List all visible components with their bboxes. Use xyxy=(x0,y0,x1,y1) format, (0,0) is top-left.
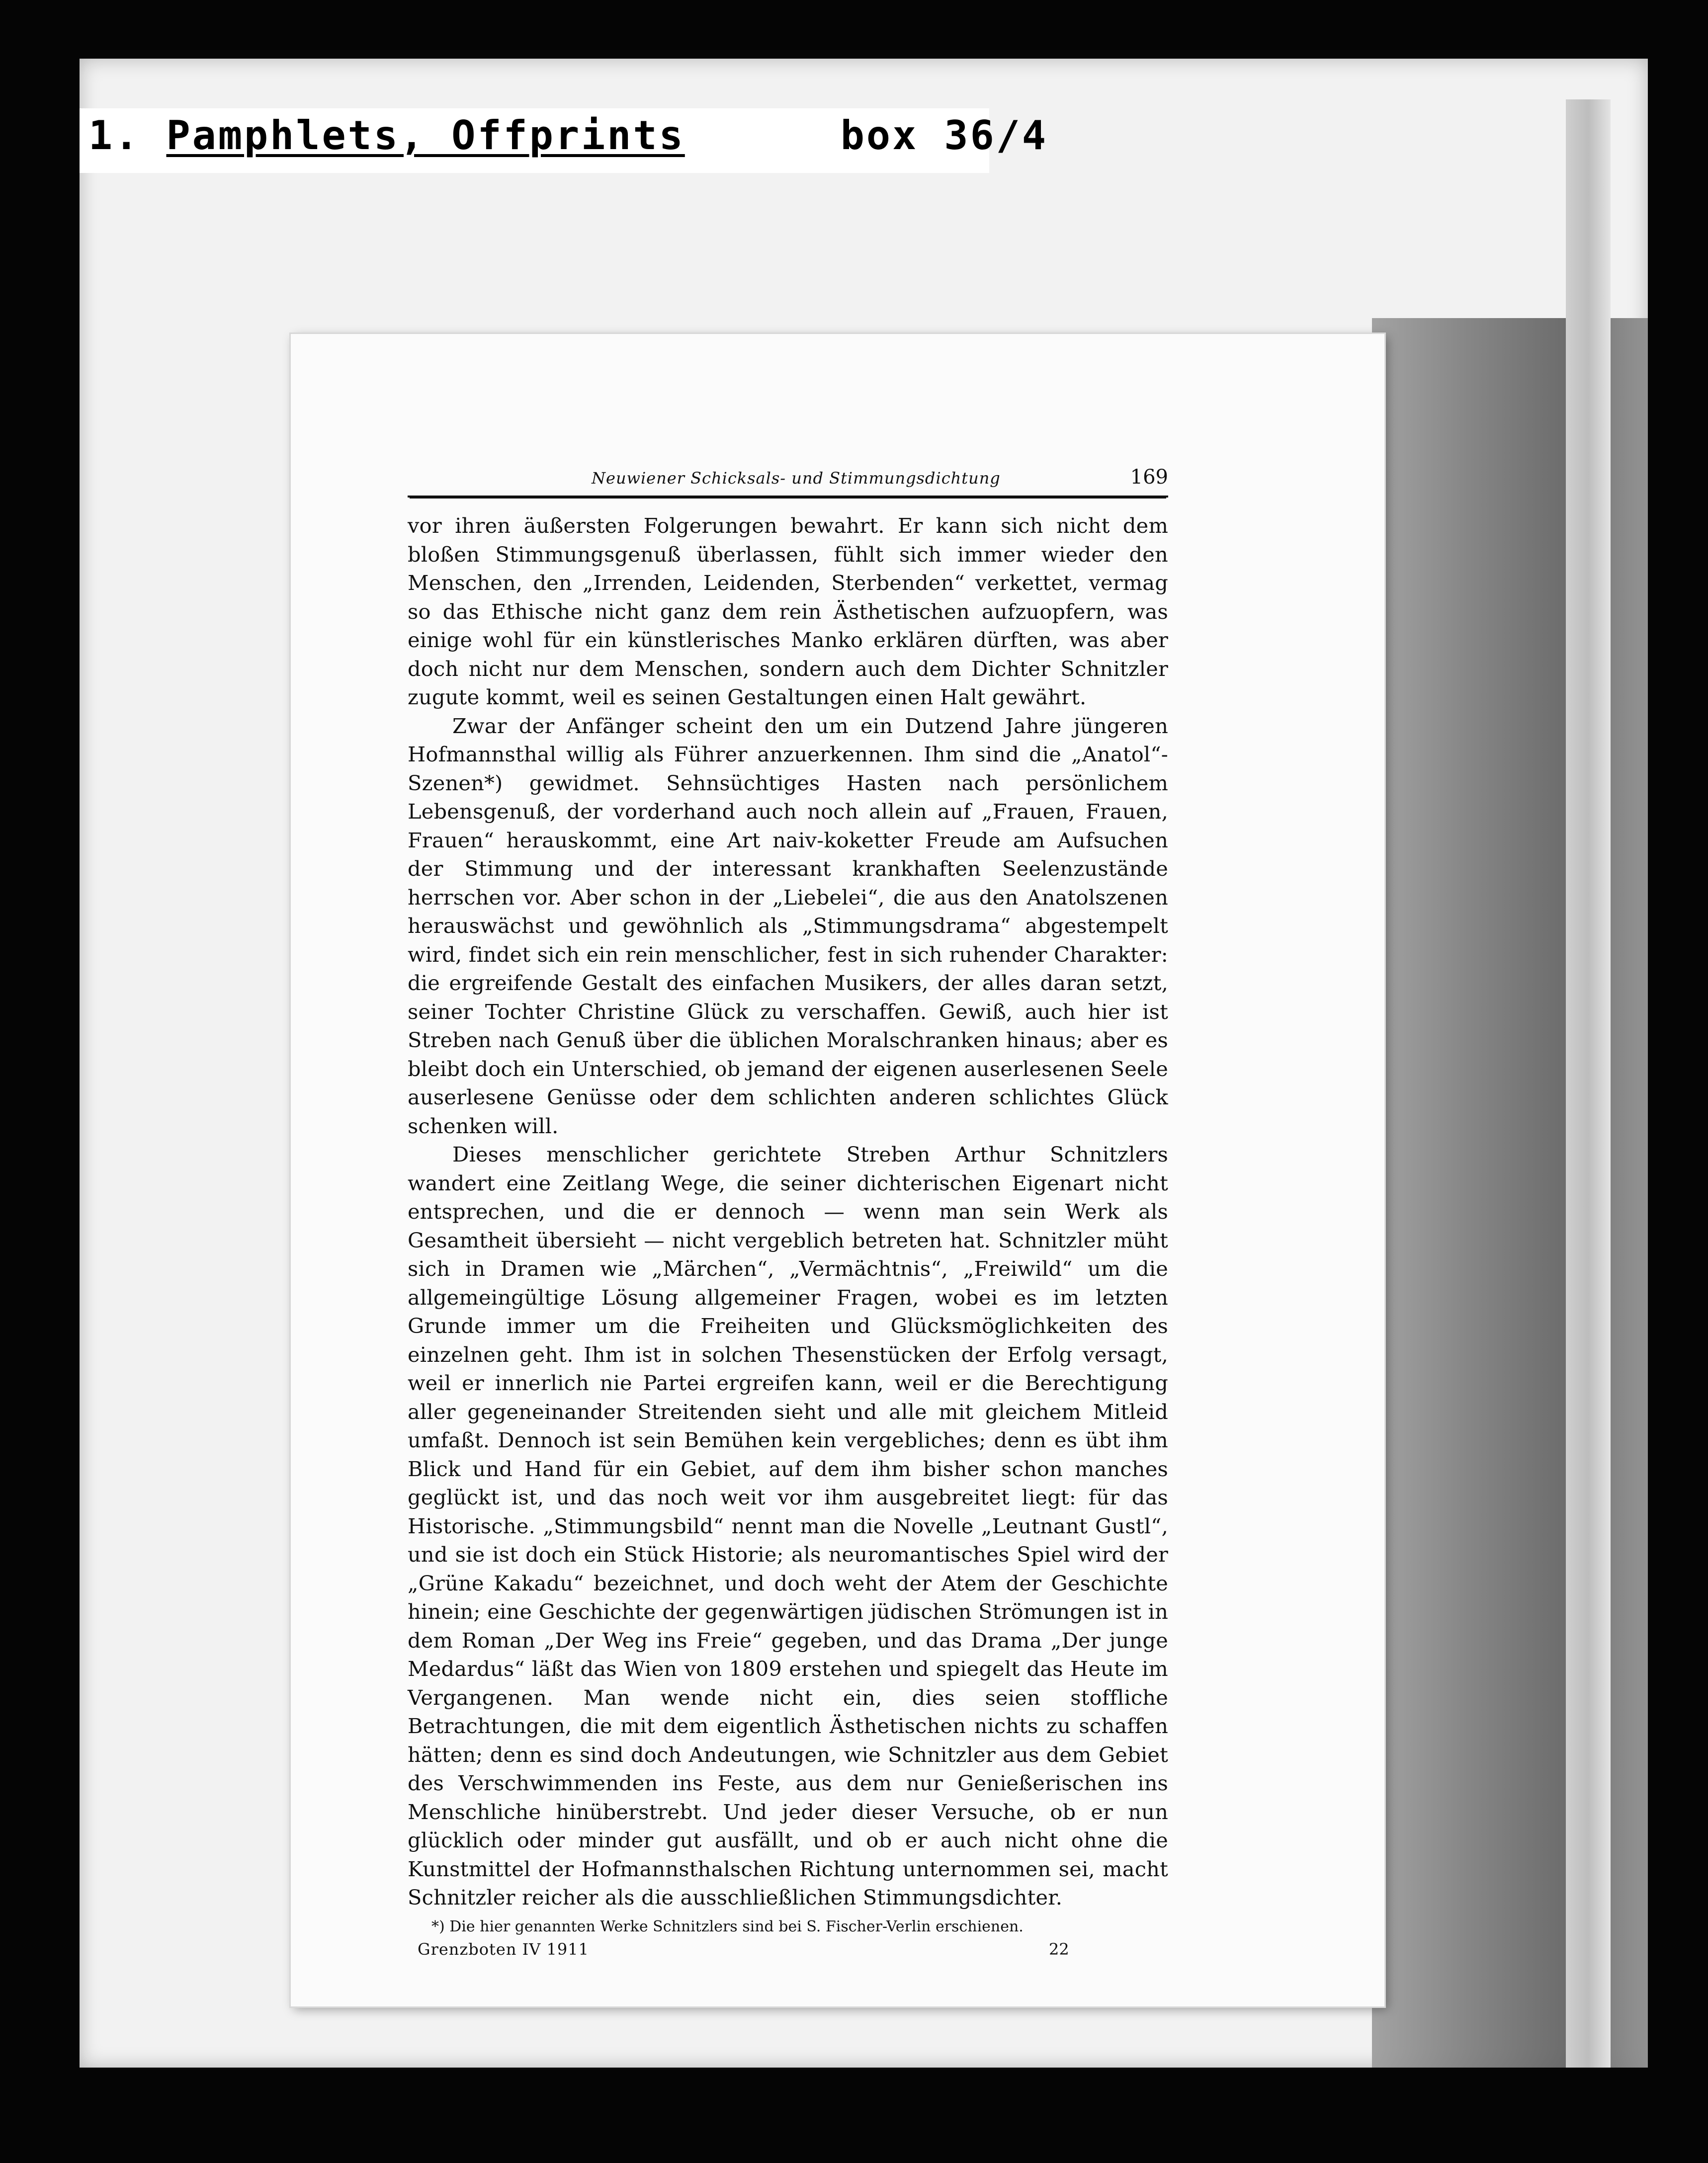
paragraph: vor ihren äußersten Folgerungen bewahrt. Er kann sich nicht dem bloßen Stimmungsgenuß überlassen, fühlt sich immer wieder den Menschen, den „Irrenden, Leidenden, Sterbenden“ verkettet, vermag so das Ethische nicht ganz dem rein Ästhetischen aufzuopfern, was einige wohl für ein künstlerisches Manko erklären dürften, was aber doch nicht nur dem Menschen, sondern auch dem Dichter Schnitzler zugute kommt, weil es seinen Gestaltungen einen Halt gewährt. xyxy=(408,513,1168,709)
signature-number: 22 xyxy=(1049,1939,1069,1959)
board-edge xyxy=(1566,99,1611,2068)
running-title: Neuwiener Schicksals- und Stimmungsdichtung xyxy=(592,469,1001,488)
label-box: box 36/4 xyxy=(840,112,1048,159)
signature-journal: Grenzboten IV 1911 xyxy=(418,1939,589,1959)
page-number: 169 xyxy=(1130,466,1168,489)
label-category: Pamphlets, Offprints xyxy=(166,112,685,159)
page-content xyxy=(408,466,1168,1965)
label-number: 1. xyxy=(88,112,141,159)
body-text xyxy=(408,511,1168,1912)
paragraph: Dieses menschlicher gerichtete Streben Arthur Schnitzlers wandert eine Zeitlang Wege, die seiner dichterischen Eigenart nicht entsprechen, und die er dennoch — wenn man sein Werk als Gesamtheit übersieht — nicht vergeblich betreten hat. Schnitzler müht sich in Dramen wie „Märchen“, „Vermächtnis“, „Freiwild“ um die allgemeingültige Lösung allgemeiner Fragen, wobei es im letzten Grunde immer um die Freiheiten und Glücksmöglichkeiten des einzelnen geht. Ihm ist in solchen Thesenstücken der Erfolg versagt, weil er innerlich nie Partei ergreifen kann, weil er die Berechtigung aller gegeneinander Streitenden sieht und alle mit gleichem Mitleid umfaßt. Dennoch ist sein Bemühen kein vergebliches; denn es übt ihm Blick und Hand für ein Gebiet, auf dem ihm bisher schon manches geglückt ist, und das noch weit vor ihm ausgebreitet liegt: für das Historische. „Stimmungsbild“ nennt man die Novelle „Leutnant Gustl“, und sie ist doch ein Stück Historie; als neuromantisches Spiel wird der „Grüne Kakadu“ bezeichnet, und doch weht der Atem der Geschichte hinein; eine Geschichte der gegenwärtigen jüdischen Strömungen ist in dem Roman „Der Weg ins Freie“ gegeben, und das Drama „Der junge Medardus“ läßt das Wien von 1809 erstehen und spiegelt das Heute im Vergangenen. Man wende nicht ein, dies seien stoffliche Betrachtungen, die mit dem eigentlich Ästhetischen nichts zu schaffen hätten; denn es sind doch Andeutungen, wie Schnitzler aus dem Gebiet des Verschwimmenden ins Feste, aus dem nur Genießerischen ins Menschliche hinüberstrebt. Und jeder dieser Versuche, ob er nun glücklich oder minder gut ausfällt, und ob er auch nicht ohne die Kunstmittel der Hofmannsthalschen Richtung unternommen sei, macht Schnitzler reicher als die ausschließlichen Stimmungsdichter. xyxy=(408,1142,1168,1910)
document-page xyxy=(291,334,1384,2006)
running-head xyxy=(408,466,1168,498)
footnote: *) Die hier genannten Werke Schnitzlers sind bei S. Fischer-Verlin erschienen. xyxy=(431,1917,1024,1935)
signature-line xyxy=(408,1940,1168,1965)
archive-label xyxy=(88,112,1048,159)
paragraph: Zwar der Anfänger scheint den um ein Dutzend Jahre jüngeren Hofmannsthal willig als Führer anzuerkennen. Ihm sind die „Anatol“-Szenen*) gewidmet. Sehnsüchtiges Hasten nach persönlichem Lebensgenuß, der vorderhand auch noch allein auf „Frauen, Frauen, Frauen“ herauskommt, eine Art naiv-koketter Freude am Aufsuchen der Stimmung und der interessant krankhaften Seelenzustände herrschen vor. Aber schon in der „Liebelei“, die aus den Anatolszenen herauswächst und gewöhnlich als „Stimmungsdrama“ abgestempelt wird, findet sich ein rein menschlicher, fest in sich ruhender Charakter: die ergreifende Gestalt des einfachen Musikers, der alles daran setzt, seiner Tochter Christine Glück zu verschaffen. Gewiß, auch hier ist Streben nach Genuß über die üblichen Moralschranken hinaus; aber es bleibt doch ein Unterschied, ob jemand der eigenen auserlesenen Seele auserlesene Genüsse oder dem schlichten anderen schlichtes Glück schenken will. xyxy=(408,713,1168,1138)
